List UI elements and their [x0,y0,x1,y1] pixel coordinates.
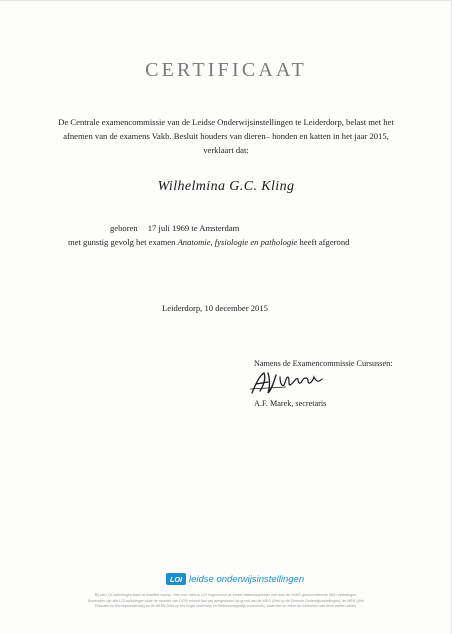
loi-logo-text: leidse onderwijsinstellingen [189,573,305,585]
intro-line-1: De Centrale examencommissie van de Leidse Onderwijsinstellingen te Leiderdorp, belast met het [58,117,394,127]
footer-fineprint [40,593,412,610]
exam-prefix: met gunstig gevolg het examen [68,237,176,247]
place-and-date: Leiderdorp, 10 december 2015 [162,303,268,313]
exam-line [68,237,349,247]
intro-line-2: afnemen van de examens Vakb. Besluit houders van dieren– honden en katten in het jaar 2015, [63,131,389,141]
loi-logo [166,572,304,586]
intro-line-3: verklaart dat: [203,145,249,155]
fineprint-line-1: Bij alle LOI-opleidingen staat de kwaliteit voorop. Niet voor niets is LOI Hogeschool de eerste afstandsopleider met door de NVAO geaccrediteerde HBO-opleidingen. [94,593,358,597]
intro-paragraph [30,115,422,157]
loi-logo-badge: LOI [166,573,186,585]
recipient-name: Wilhelmina G.C. Kling [157,179,295,194]
birth-line [110,223,239,233]
fineprint-line-3: Educatie en Beroepsonderwijs) en de WHW (Wet op het Hoger onderwijs en Wetenschappelijk onderzoek), waarmee ze zeker de rubriceren van deze wetten vallen. [95,604,357,609]
signature-image [246,367,326,397]
born-label: geboren [110,223,138,233]
exam-subject: Anatomie, fysiologie en pathologie [177,237,298,247]
fineprint-line-2: Bovendien zijn alle LOI-opleidingen door de minister van OCW erkend dan wel aangewezen op grond van de WEO (Wet op de Erkende Onderwijsinstellingen), de WEB (Wet [88,598,364,603]
commission-label: Namens de Examencommissie Cursussen: [254,359,393,368]
certificate-title: CERTIFICAAT [145,59,307,81]
signer-name: A.F. Marek, secretaris [254,399,327,408]
exam-suffix: heeft afgerond [299,237,350,247]
born-value: 17 juli 1969 te Amsterdam [147,223,240,233]
